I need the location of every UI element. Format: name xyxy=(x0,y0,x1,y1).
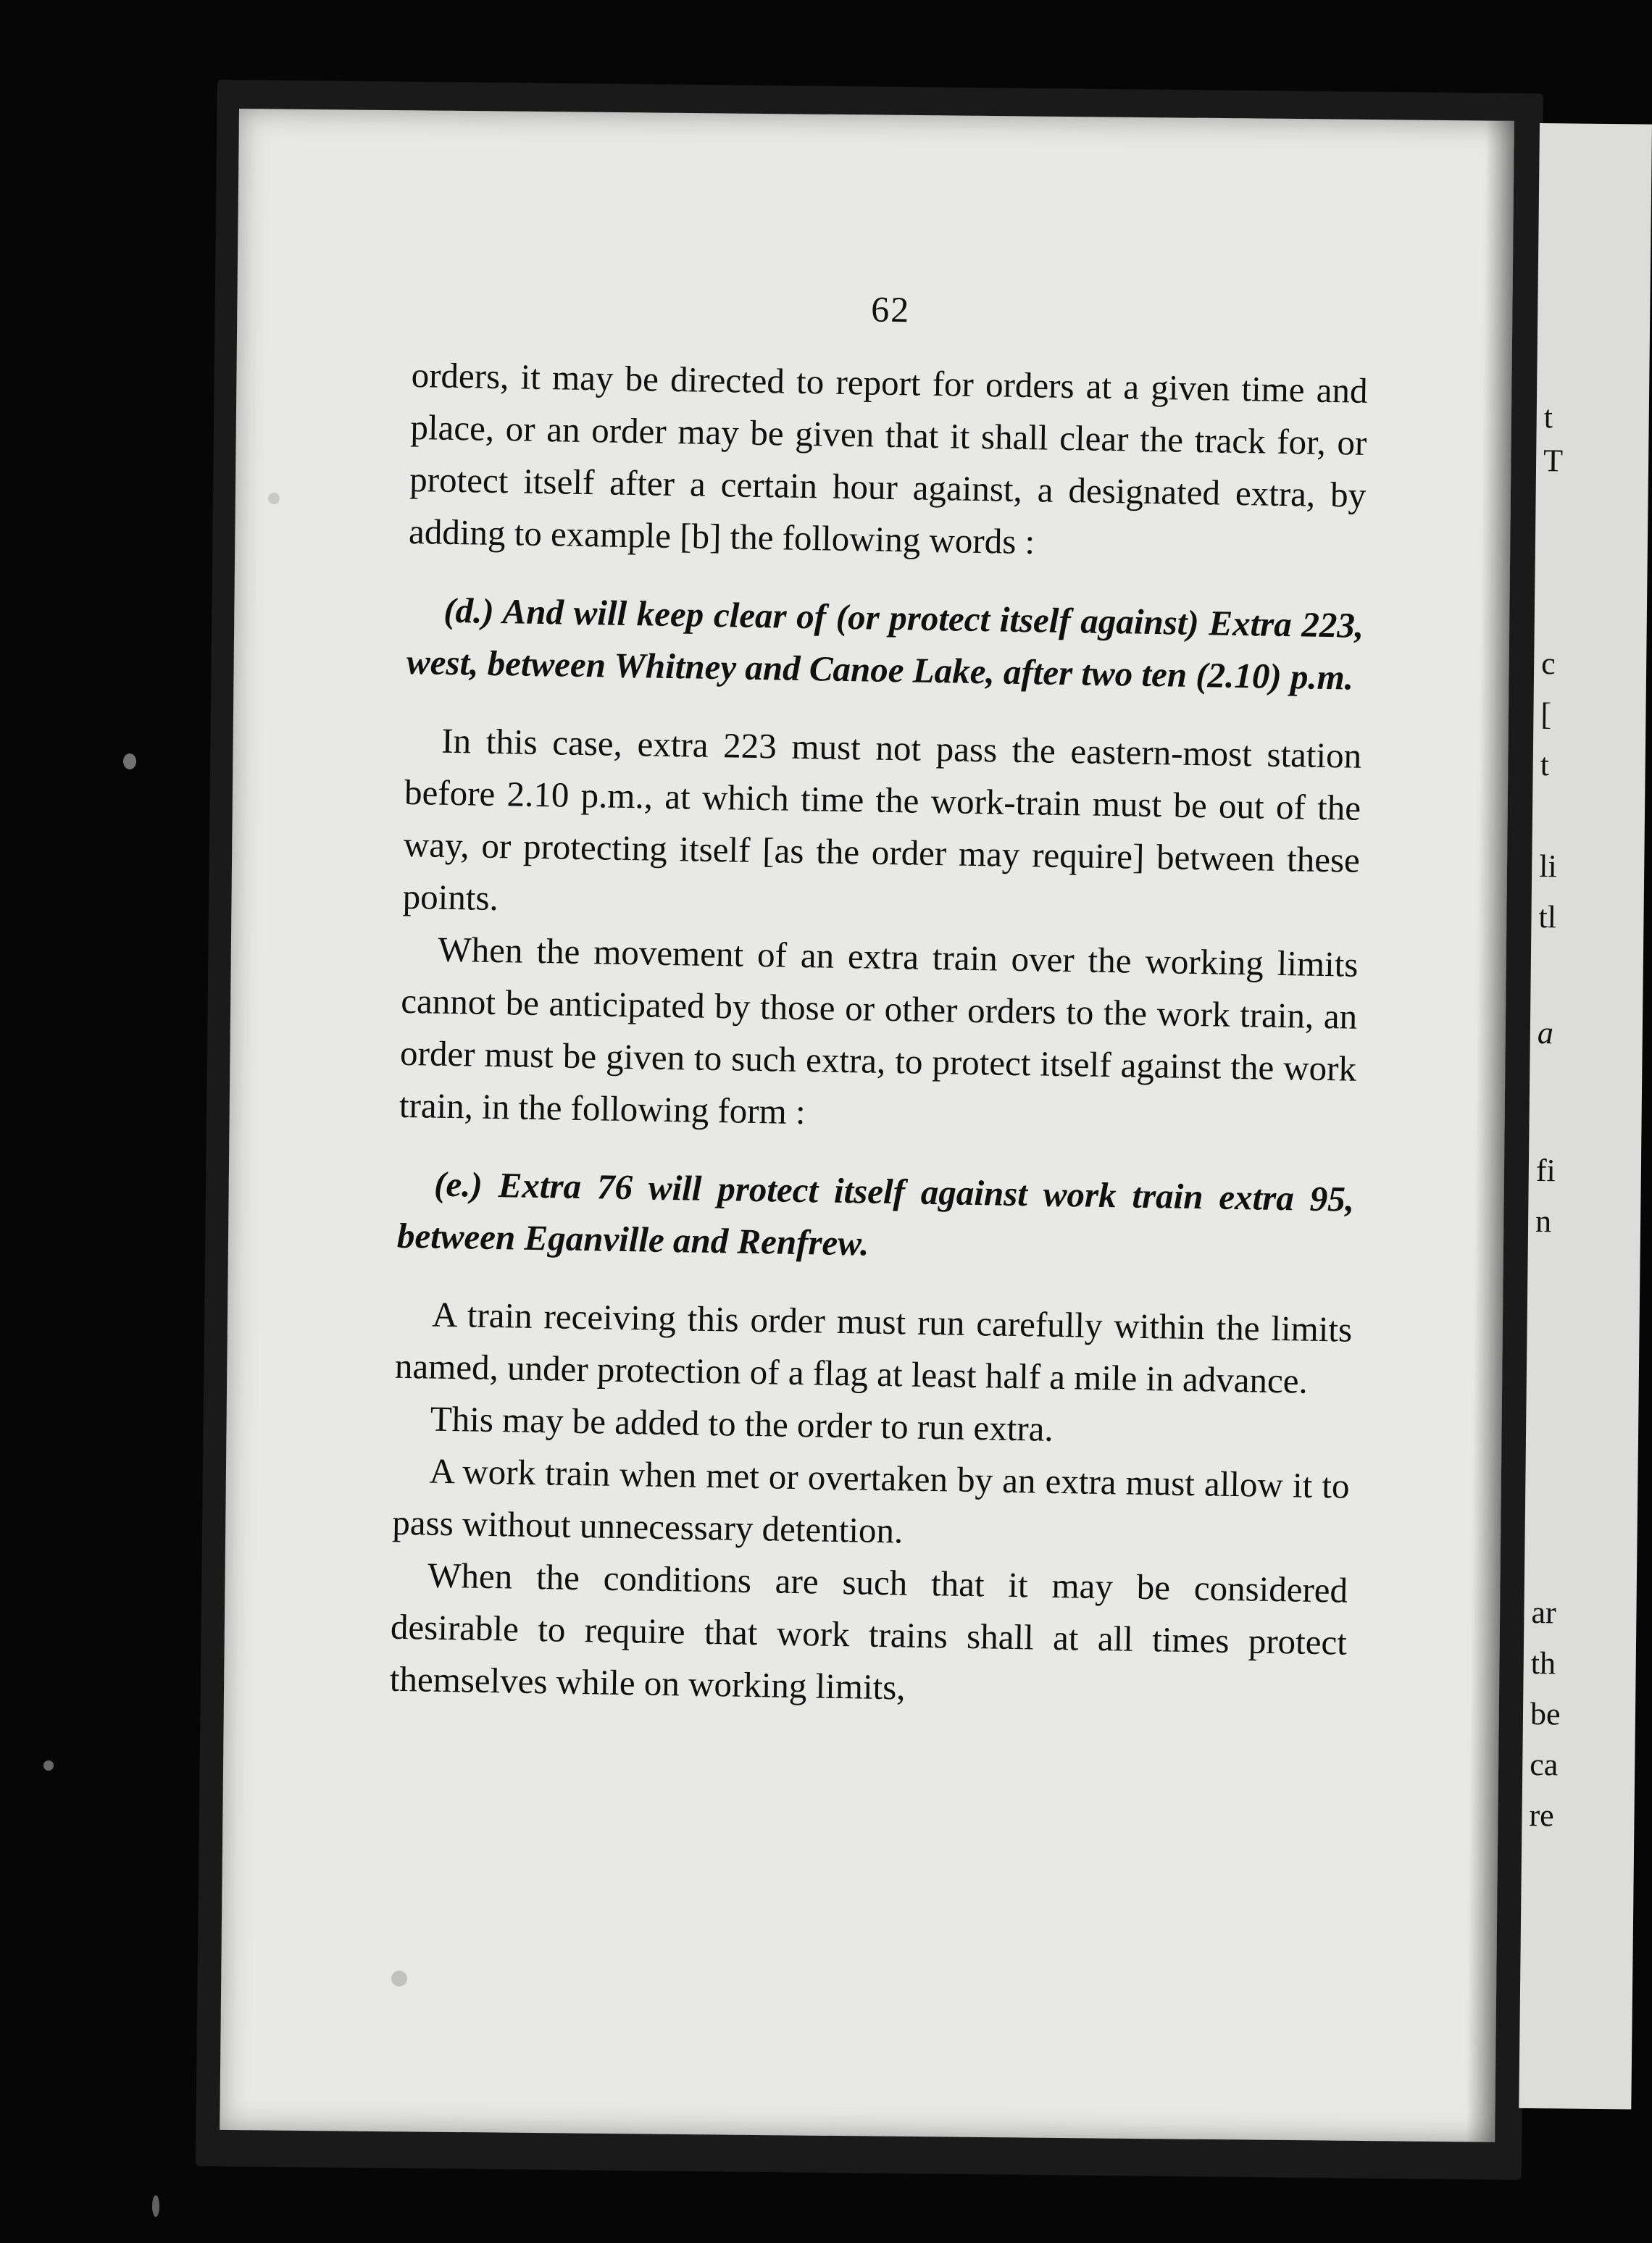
paragraph: A train receiving this order must run carefully within the limits named, under protection of a flag at least half a mile in advance. xyxy=(394,1294,1353,1401)
paragraph: When the conditions are such that it may be considered desirable to require that work trains shall at all times protect themselves while on working limits, xyxy=(389,1555,1348,1708)
example-order-d: (d.) And will keep clear of (or protect itself against) Extra 223, west, between Whitney and Canoe Lake, after two ten (2.10) p.m. xyxy=(406,590,1364,698)
facing-fragment: re xyxy=(1529,1797,1554,1834)
facing-fragment: li xyxy=(1539,848,1557,885)
facing-fragment: c xyxy=(1540,646,1556,682)
scan-speck xyxy=(268,493,280,504)
facing-fragment: t xyxy=(1543,399,1553,435)
facing-fragment: be xyxy=(1530,1695,1561,1732)
page-text xyxy=(389,275,1369,1721)
facing-fragment: T xyxy=(1543,443,1564,479)
page-number: 62 xyxy=(870,288,911,330)
example-order-e: (e.) Extra 76 will protect itself against work train extra 95, between Eganville and Renfrew. xyxy=(396,1164,1355,1263)
scan-speck xyxy=(123,753,136,769)
facing-fragment: th xyxy=(1530,1645,1556,1682)
facing-fragment: ca xyxy=(1530,1746,1559,1783)
scan-speck xyxy=(43,1760,54,1771)
paragraph: In this case, extra 223 must not pass the eastern-most station before 2.10 p.m., at which time the work-train must be out of the way, or protecting itself [as the order may require] between these points. xyxy=(402,720,1362,919)
scan-speck xyxy=(152,2195,159,2217)
facing-fragment: t xyxy=(1540,747,1550,783)
paragraph: This may be added to the order to run extra. xyxy=(430,1398,1054,1449)
facing-page-strip xyxy=(1519,123,1652,2109)
facing-fragment: ar xyxy=(1531,1594,1556,1631)
paragraph: When the movement of an extra train over the working limits cannot be anticipated by those or other orders to the work train, an order must be given to such extra, to protect itself against the work train, in the following form : xyxy=(399,929,1359,1132)
facing-fragment: a xyxy=(1537,1015,1554,1051)
facing-fragment: [ xyxy=(1540,696,1552,732)
facing-fragment: tl xyxy=(1538,899,1557,935)
paragraph: A work train when met or overtaken by an extra must allow it to pass without unnecessary detention. xyxy=(392,1450,1350,1551)
paragraph: orders, it may be directed to report for orders at a given time and place, or an order may be given that it shall clear the track for, or protect itself after a certain hour against, a designated extra, by adding to example [b] the following words : xyxy=(408,354,1368,562)
facing-fragment: fi xyxy=(1535,1153,1556,1189)
facing-fragment: n xyxy=(1535,1203,1552,1240)
scan-speck xyxy=(391,1971,407,1987)
